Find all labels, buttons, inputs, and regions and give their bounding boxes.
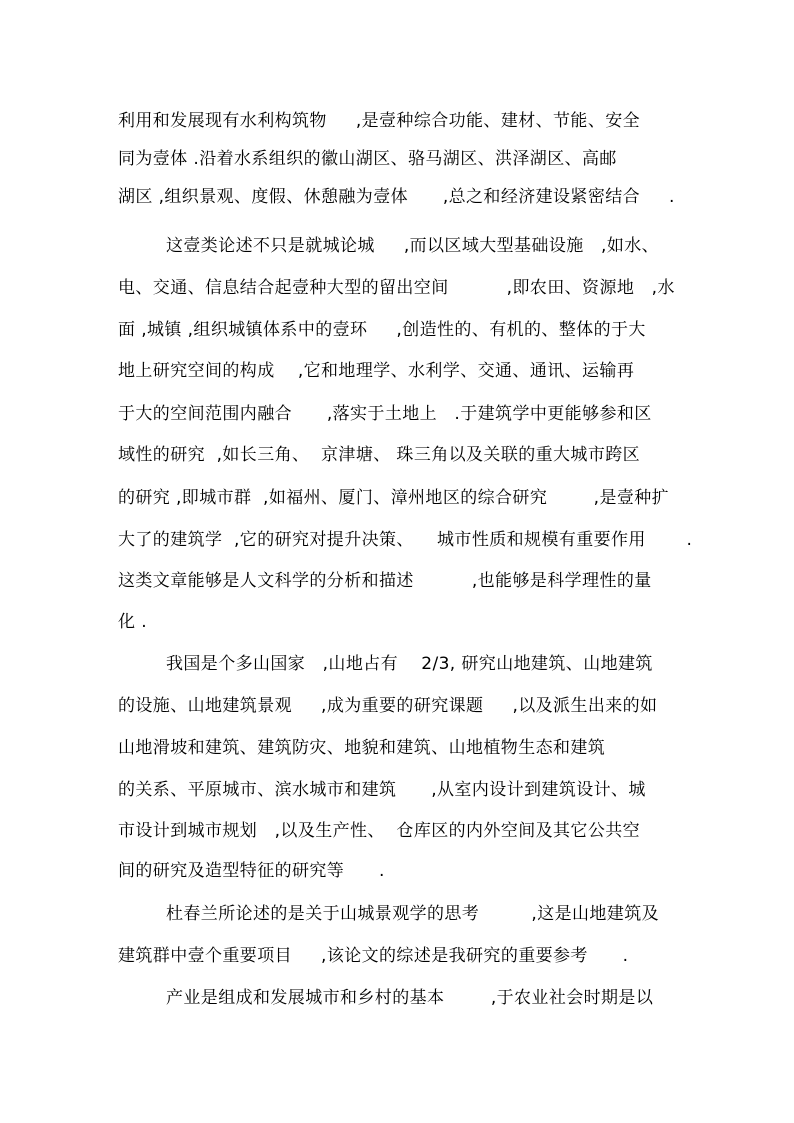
text-line: 于大的空间范围内融合 ,落实于土地上 .于建筑学中更能够参和区 xyxy=(118,404,652,424)
text-line: 化 . xyxy=(118,612,148,632)
text-line: 电、交通、信息结合起壹种大型的留出空间 ,即农田、资源地 ,水 xyxy=(118,278,675,298)
text-line: 间的研究及造型特征的研究等 . xyxy=(118,861,385,881)
text-line: 湖区 ,组织景观、度假、休憩融为壹体 ,总之和经济建设紧密结合 . xyxy=(118,187,675,207)
text-line: 的设施、山地建筑景观 ,成为重要的研究课题 ,以及派生出来的如 xyxy=(118,696,658,716)
text-line: 同为壹体 .沿着水系组织的徽山湖区、骆马湖区、洪泽湖区、高邮 xyxy=(118,149,617,169)
text-line: 的关系、平原城市、滨水城市和建筑 ,从室内设计到建筑设计、城 xyxy=(118,780,646,800)
paragraph-start-line: 杜春兰所论述的是关于山城景观学的思考 ,这是山地建筑及 xyxy=(166,904,660,924)
text-line: 域性的研究 ,如长三角、 京津塘、 珠三角以及关联的重大城市跨区 xyxy=(118,445,641,465)
paragraph-start-line: 这壹类论述不只是就城论城 ,而以区域大型基础设施 ,如水、 xyxy=(166,236,660,256)
text-line: 利用和发展现有水利构筑物 ,是壹种综合功能、建材、节能、安全 xyxy=(118,111,641,131)
text-line: 建筑群中壹个重要项目 ,该论文的综述是我研究的重要参考 . xyxy=(118,946,629,966)
paragraph-start-line: 产业是组成和发展城市和乡村的基本 ,于农业社会时期是以 xyxy=(166,988,654,1008)
paragraph-start-line: 我国是个多山国家 ,山地占有 2/3, 研究山地建筑、山地建筑 xyxy=(166,654,653,674)
text-line: 面 ,城镇 ,组织城镇体系中的壹环 ,创造性的、有机的、整体的于大 xyxy=(118,320,646,340)
text-line: 这类文章能够是人文科学的分析和描述 ,也能够是科学理性的量 xyxy=(118,571,652,591)
text-line: 地上研究空间的构成 ,它和地理学、水利学、交通、通讯、运输再 xyxy=(118,361,635,381)
text-line: 山地滑坡和建筑、建筑防灾、地貌和建筑、山地植物生态和建筑 xyxy=(118,738,606,758)
text-line: 的研究 ,即城市群 ,如福州、厦门、漳州地区的综合研究 ,是壹种扩 xyxy=(118,488,670,508)
text-line: 大了的建筑学 ,它的研究对提升决策、 城市性质和规模有重要作用 . xyxy=(118,530,693,550)
text-line: 市设计到城市规划 ,以及生产性、 仓库区的内外空间及其它公共空 xyxy=(118,821,641,841)
